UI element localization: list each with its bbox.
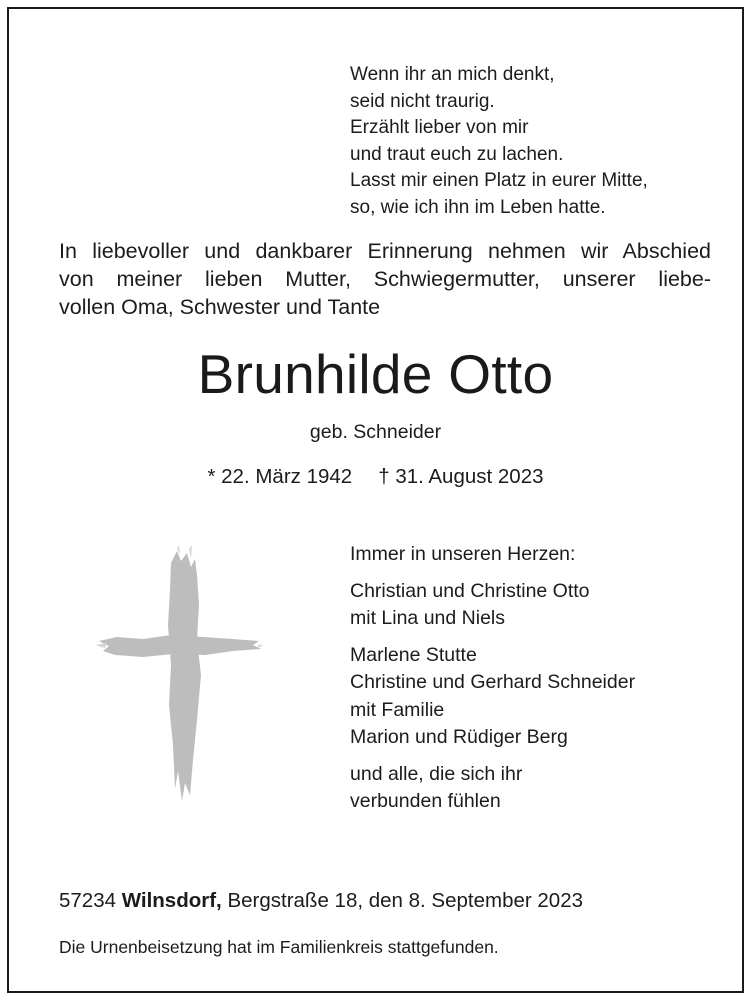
deceased-name: Brunhilde Otto [197, 343, 554, 405]
poem-line: und traut euch zu lachen. [350, 143, 564, 165]
mourners-heading: Immer in unseren Herzen: [350, 543, 576, 565]
obituary-notice [7, 7, 744, 993]
postcode: 57234 [59, 889, 117, 912]
poem [350, 62, 648, 221]
death-date: † 31. August 2023 [378, 465, 544, 488]
poem-line: seid nicht traurig. [350, 90, 495, 112]
burial-note: Die Urnenbeisetzung hat im Familienkreis stattgefunden. [59, 937, 499, 957]
maiden-name: geb. Schneider [309, 421, 442, 443]
intro-line: von meiner lieben Mutter, Schwiegermutter, unserer liebe- [59, 267, 711, 291]
mourner-line: Christian und Christine Otto [350, 579, 590, 602]
poem-line: Wenn ihr an mich denkt, [350, 64, 555, 85]
mourner-line: mit Familie [350, 698, 445, 721]
poem-line: Erzählt lieber von mir [350, 117, 529, 138]
mourner-line: Marlene Stutte [350, 643, 477, 666]
address-date: Bergstraße 18, den 8. September 2023 [227, 889, 584, 912]
mourner-line: verbunden fühlen [350, 790, 501, 812]
mourner-line: Marion und Rüdiger Berg [350, 726, 568, 748]
place-and-date [59, 887, 583, 915]
poem-line: Lasst mir einen Platz in eurer Mitte, [350, 170, 648, 191]
cross-icon [93, 545, 263, 810]
life-dates [9, 463, 742, 491]
intro-line: In liebevoller und dankbarer Erinnerung nehmen wir Abschied [59, 239, 711, 263]
mourner-group [350, 642, 635, 752]
city: Wilnsdorf, [121, 889, 222, 912]
mourner-line: mit Lina und Niels [350, 607, 505, 629]
mourner-group [350, 578, 635, 633]
mourner-line: Christine und Gerhard Schneider [350, 671, 636, 693]
birth-date: * 22. März 1942 [207, 465, 353, 488]
intro-line: vollen Oma, Schwester und Tante [59, 295, 381, 319]
mourners-list [350, 541, 635, 825]
mourner-line: und alle, die sich ihr [350, 762, 523, 785]
mourner-group [350, 761, 635, 816]
poem-line: so, wie ich ihn im Leben hatte. [350, 196, 606, 218]
intro-text [59, 237, 711, 321]
